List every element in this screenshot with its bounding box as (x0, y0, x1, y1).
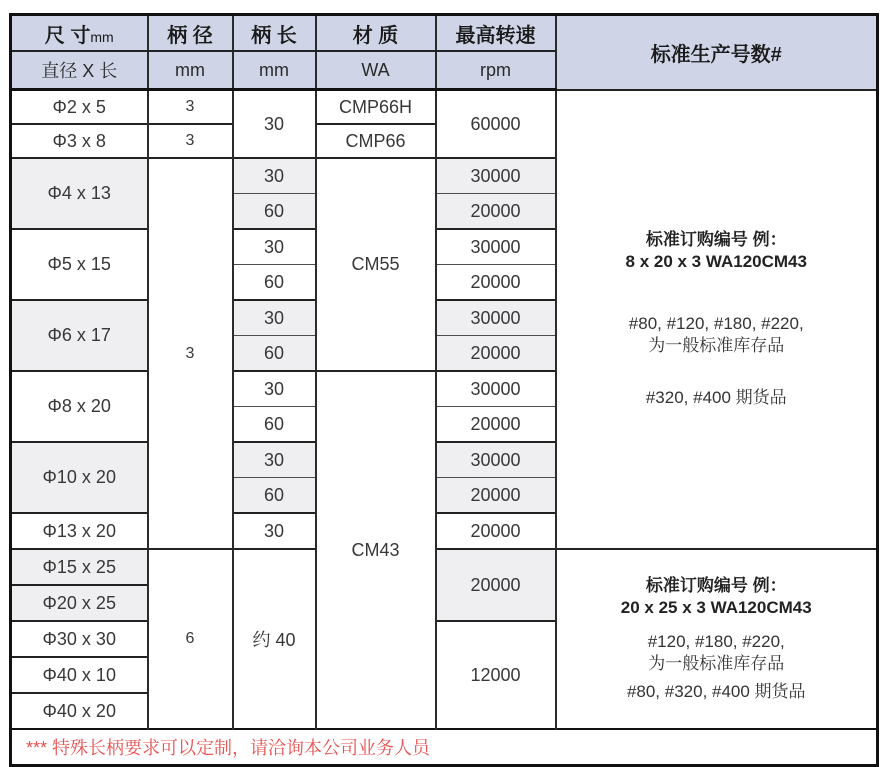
shank-len-cell: 30 (233, 300, 316, 336)
size-cell: Φ6 x 17 (11, 300, 148, 371)
speed-cell: 20000 (436, 478, 556, 514)
shank-len-cell: 60 (233, 194, 316, 230)
size-cell: Φ3 x 8 (11, 124, 148, 158)
shank-dia-cell: 3 (148, 124, 233, 158)
speed-merged-cell: 12000 (436, 621, 556, 729)
note2-stock-grits: #120, #180, #220, (647, 631, 785, 651)
size-cell: Φ4 x 13 (11, 158, 148, 229)
header-shank-len: 柄 长 (233, 15, 316, 52)
header-size (11, 15, 148, 52)
shank-len-cell: 30 (233, 371, 316, 407)
header-speed-unit: rpm (436, 51, 556, 90)
material-cell: CMP66 (316, 124, 436, 158)
note2-stock-label: 为一般标准库存品 (648, 654, 785, 674)
speed-cell: 20000 (436, 265, 556, 301)
speed-cell: 30000 (436, 229, 556, 265)
shank-len-cell: 30 (233, 229, 316, 265)
shank-len-cell: 60 (233, 478, 316, 514)
size-cell: Φ40 x 10 (11, 657, 148, 693)
size-cell: Φ20 x 25 (11, 585, 148, 621)
header-size-unit: mm (90, 28, 114, 45)
shank-len-cell: 60 (233, 407, 316, 443)
note1-example: 8 x 20 x 3 WA120CM43 (625, 252, 807, 272)
note1-futures: #320, #400 期货品 (645, 388, 787, 408)
shank-dia-cell: 3 (148, 90, 233, 125)
header-speed: 最高转速 (436, 15, 556, 52)
speed-cell: 30000 (436, 371, 556, 407)
speed-cell: 20000 (436, 513, 556, 549)
header-size-sub: 直径 X 长 (11, 51, 148, 90)
size-cell: Φ10 x 20 (11, 442, 148, 513)
speed-cell: 60000 (436, 90, 556, 159)
header-size-title: 尺 寸 (44, 24, 91, 47)
header-shank-dia-unit: mm (148, 51, 233, 90)
footer-custom-note: *** 特殊长柄要求可以定制，请洽询本公司业务人员 (11, 729, 878, 766)
material-cell: CMP66H (316, 90, 436, 125)
note2-futures: #80, #320, #400 期货品 (626, 682, 806, 702)
speed-cell: 30000 (436, 300, 556, 336)
speed-cell: 20000 (436, 336, 556, 372)
size-cell: Φ8 x 20 (11, 371, 148, 442)
size-cell: Φ15 x 25 (11, 549, 148, 585)
shank-len-cell: 60 (233, 265, 316, 301)
note1-stock-label: 为一般标准库存品 (648, 336, 785, 356)
note2-title: 标准订购编号 例： (645, 575, 787, 595)
size-cell: Φ40 x 20 (11, 693, 148, 729)
header-shank-len-unit: mm (233, 51, 316, 90)
shank-len-cell: 30 (233, 442, 316, 478)
header-shank-dia: 柄 径 (148, 15, 233, 52)
material-merged-cell: CM43 (316, 371, 436, 729)
shank-len-cell: 30 (233, 513, 316, 549)
size-cell: Φ2 x 5 (11, 90, 148, 125)
note1-title: 标准订购编号 例： (645, 230, 787, 250)
note2-example: 20 x 25 x 3 WA120CM43 (620, 597, 812, 617)
size-cell: Φ30 x 30 (11, 621, 148, 657)
shank-dia-merged-cell: 6 (148, 549, 233, 729)
material-merged-cell: CM55 (316, 158, 436, 371)
shank-len-cell: 60 (233, 336, 316, 372)
note-section-1 (556, 90, 878, 550)
header-material-sub: WA (316, 51, 436, 90)
shank-len-cell: 30 (233, 158, 316, 194)
speed-cell: 30000 (436, 442, 556, 478)
size-cell: Φ5 x 15 (11, 229, 148, 300)
speed-cell: 30000 (436, 158, 556, 194)
shank-dia-merged-cell: 3 (148, 158, 233, 549)
note1-stock-grits: #80, #120, #180, #220, (628, 314, 804, 334)
shank-len-cell: 30 (233, 90, 316, 159)
spec-table (9, 13, 879, 767)
speed-merged-cell: 20000 (436, 549, 556, 621)
header-material: 材 质 (316, 15, 436, 52)
speed-cell: 20000 (436, 407, 556, 443)
note-section-2 (556, 549, 878, 729)
header-std-production: 标准生产号数# (556, 15, 878, 90)
size-cell: Φ13 x 20 (11, 513, 148, 549)
speed-cell: 20000 (436, 194, 556, 230)
shank-len-merged-cell: 约 40 (233, 549, 316, 729)
